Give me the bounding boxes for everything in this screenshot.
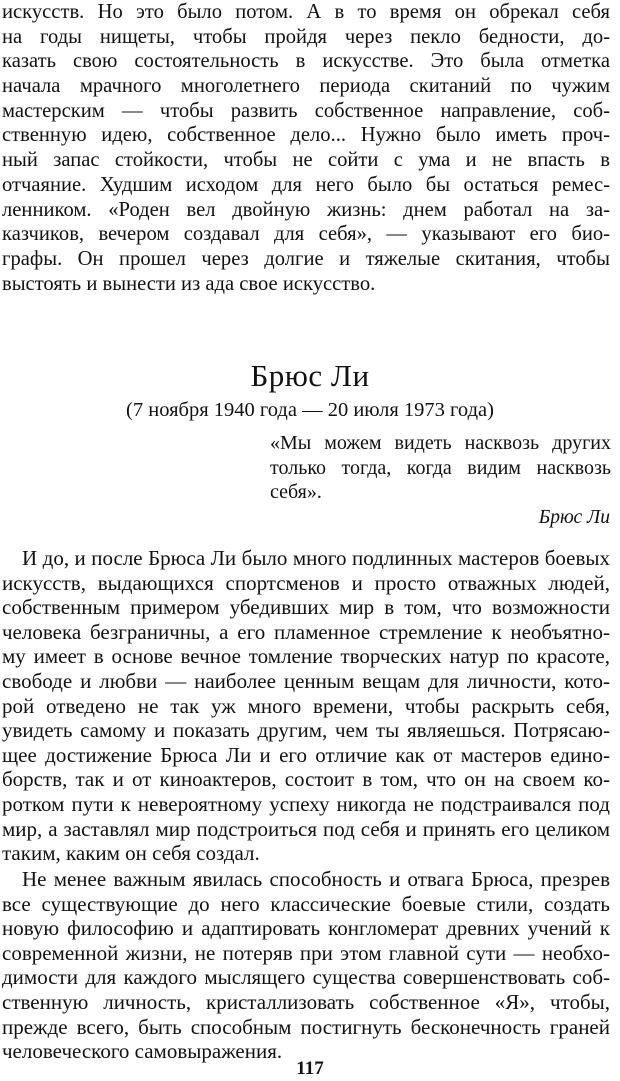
- text-line: графы. Он прошел через долгие и тяжелые скитания, чтобы: [2, 247, 610, 270]
- epigraph-line: себя».: [270, 481, 322, 503]
- body-paragraph: [2, 867, 610, 1064]
- text-line: новую философию и адаптировать конгломерат древних учений к: [2, 916, 610, 941]
- text-line: отчаяние. Худшим исходом для него было бы остаться ремес-: [2, 173, 610, 196]
- body-paragraph: [2, 546, 610, 866]
- text-line: искусств, выдающихся спортсменов и просто отважных людей,: [2, 570, 610, 595]
- text-line: казчиков, вечером создавал для себя», — указывают его био-: [2, 223, 610, 246]
- text-line: начала мрачного многолетнего периода скитаний по чужим: [2, 75, 610, 98]
- text-line: собственным примером убедивших мир в том, что возможности: [2, 595, 610, 620]
- text-line: выстоять и вынести из ада свое искусство.: [2, 272, 376, 295]
- text-line: таким, каким он себя создал.: [2, 841, 260, 866]
- text-line: ротком пути к невероятному успеху никогда не подстраивался под: [2, 791, 610, 816]
- continuation-paragraph: [2, 0, 610, 296]
- text-line: ленником. «Роден вел двойную жизнь: днем работал на за-: [2, 198, 610, 221]
- epigraph-line: «Мы можем видеть насквозь других: [270, 432, 611, 454]
- text-line: мир, а заставлял мир подстроиться под себя и принять его целиком: [2, 816, 610, 841]
- text-line: мастерским — чтобы развить собственное направление, соб-: [2, 99, 610, 122]
- text-line: Не менее важным явилась способность и отвага Брюса, презрев: [22, 867, 610, 891]
- text-line: димости для каждого мыслящего существа совершенствовать соб-: [2, 965, 610, 990]
- text-line: на годы нищеты, чтобы пройдя через пекло бедности, до-: [2, 25, 610, 48]
- epigraph-quote: [270, 431, 611, 505]
- epigraph-author: Брюс Ли: [538, 507, 610, 528]
- text-line: борств, так и от киноактеров, состоит в том, что он на своем ко-: [2, 767, 610, 792]
- page-number: 117: [296, 1058, 324, 1079]
- text-line: человеческого самовыражения.: [2, 1039, 283, 1064]
- text-line: И до, и после Брюса Ли было много подлинных мастеров боевых: [22, 546, 610, 570]
- text-line: увидеть самому и показать другим, чем ты являешься. Потрясаю-: [2, 718, 610, 743]
- chapter-title: Брюс Ли: [250, 358, 370, 393]
- text-line: казать свою состоятельность в искусстве. Это была отметка: [2, 50, 610, 73]
- text-line: искусств. Но это было потом. А в то время он обрекал себя: [2, 1, 610, 23]
- text-line: все существующие до него классические боевые стили, создать: [2, 891, 610, 916]
- text-line: прежде всего, быть способным постигнуть бесконечность граней: [2, 1014, 610, 1039]
- epigraph-line: только тогда, когда видим насквозь: [270, 456, 611, 479]
- text-line: свободе и любви — наиболее ценным вещам для личности, кото-: [2, 668, 610, 693]
- text-line: ственную личность, кристаллизовать собственное «Я», чтобы,: [2, 989, 610, 1014]
- text-line: рой отведено не так уж много времени, чтобы раскрыть себя,: [2, 693, 610, 718]
- text-line: человека безграничны, а его пламенное стремление к необъятно-: [2, 619, 610, 644]
- text-line: современной жизни, не потеряв при этом главной сути — необхо-: [2, 940, 610, 965]
- text-line: ный запас стойкости, чтобы не сойти с ума и не впасть в: [2, 149, 610, 172]
- text-line: му имеет в основе вечное томление творческих натур по красоте,: [2, 644, 610, 669]
- text-line: щее достижение Брюса Ли и его отличие как от мастеров едино-: [2, 742, 610, 767]
- chapter-dates: (7 ноября 1940 года — 20 июля 1973 года): [126, 399, 494, 421]
- text-line: ственную идею, собственное дело... Нужно было иметь проч-: [2, 124, 610, 147]
